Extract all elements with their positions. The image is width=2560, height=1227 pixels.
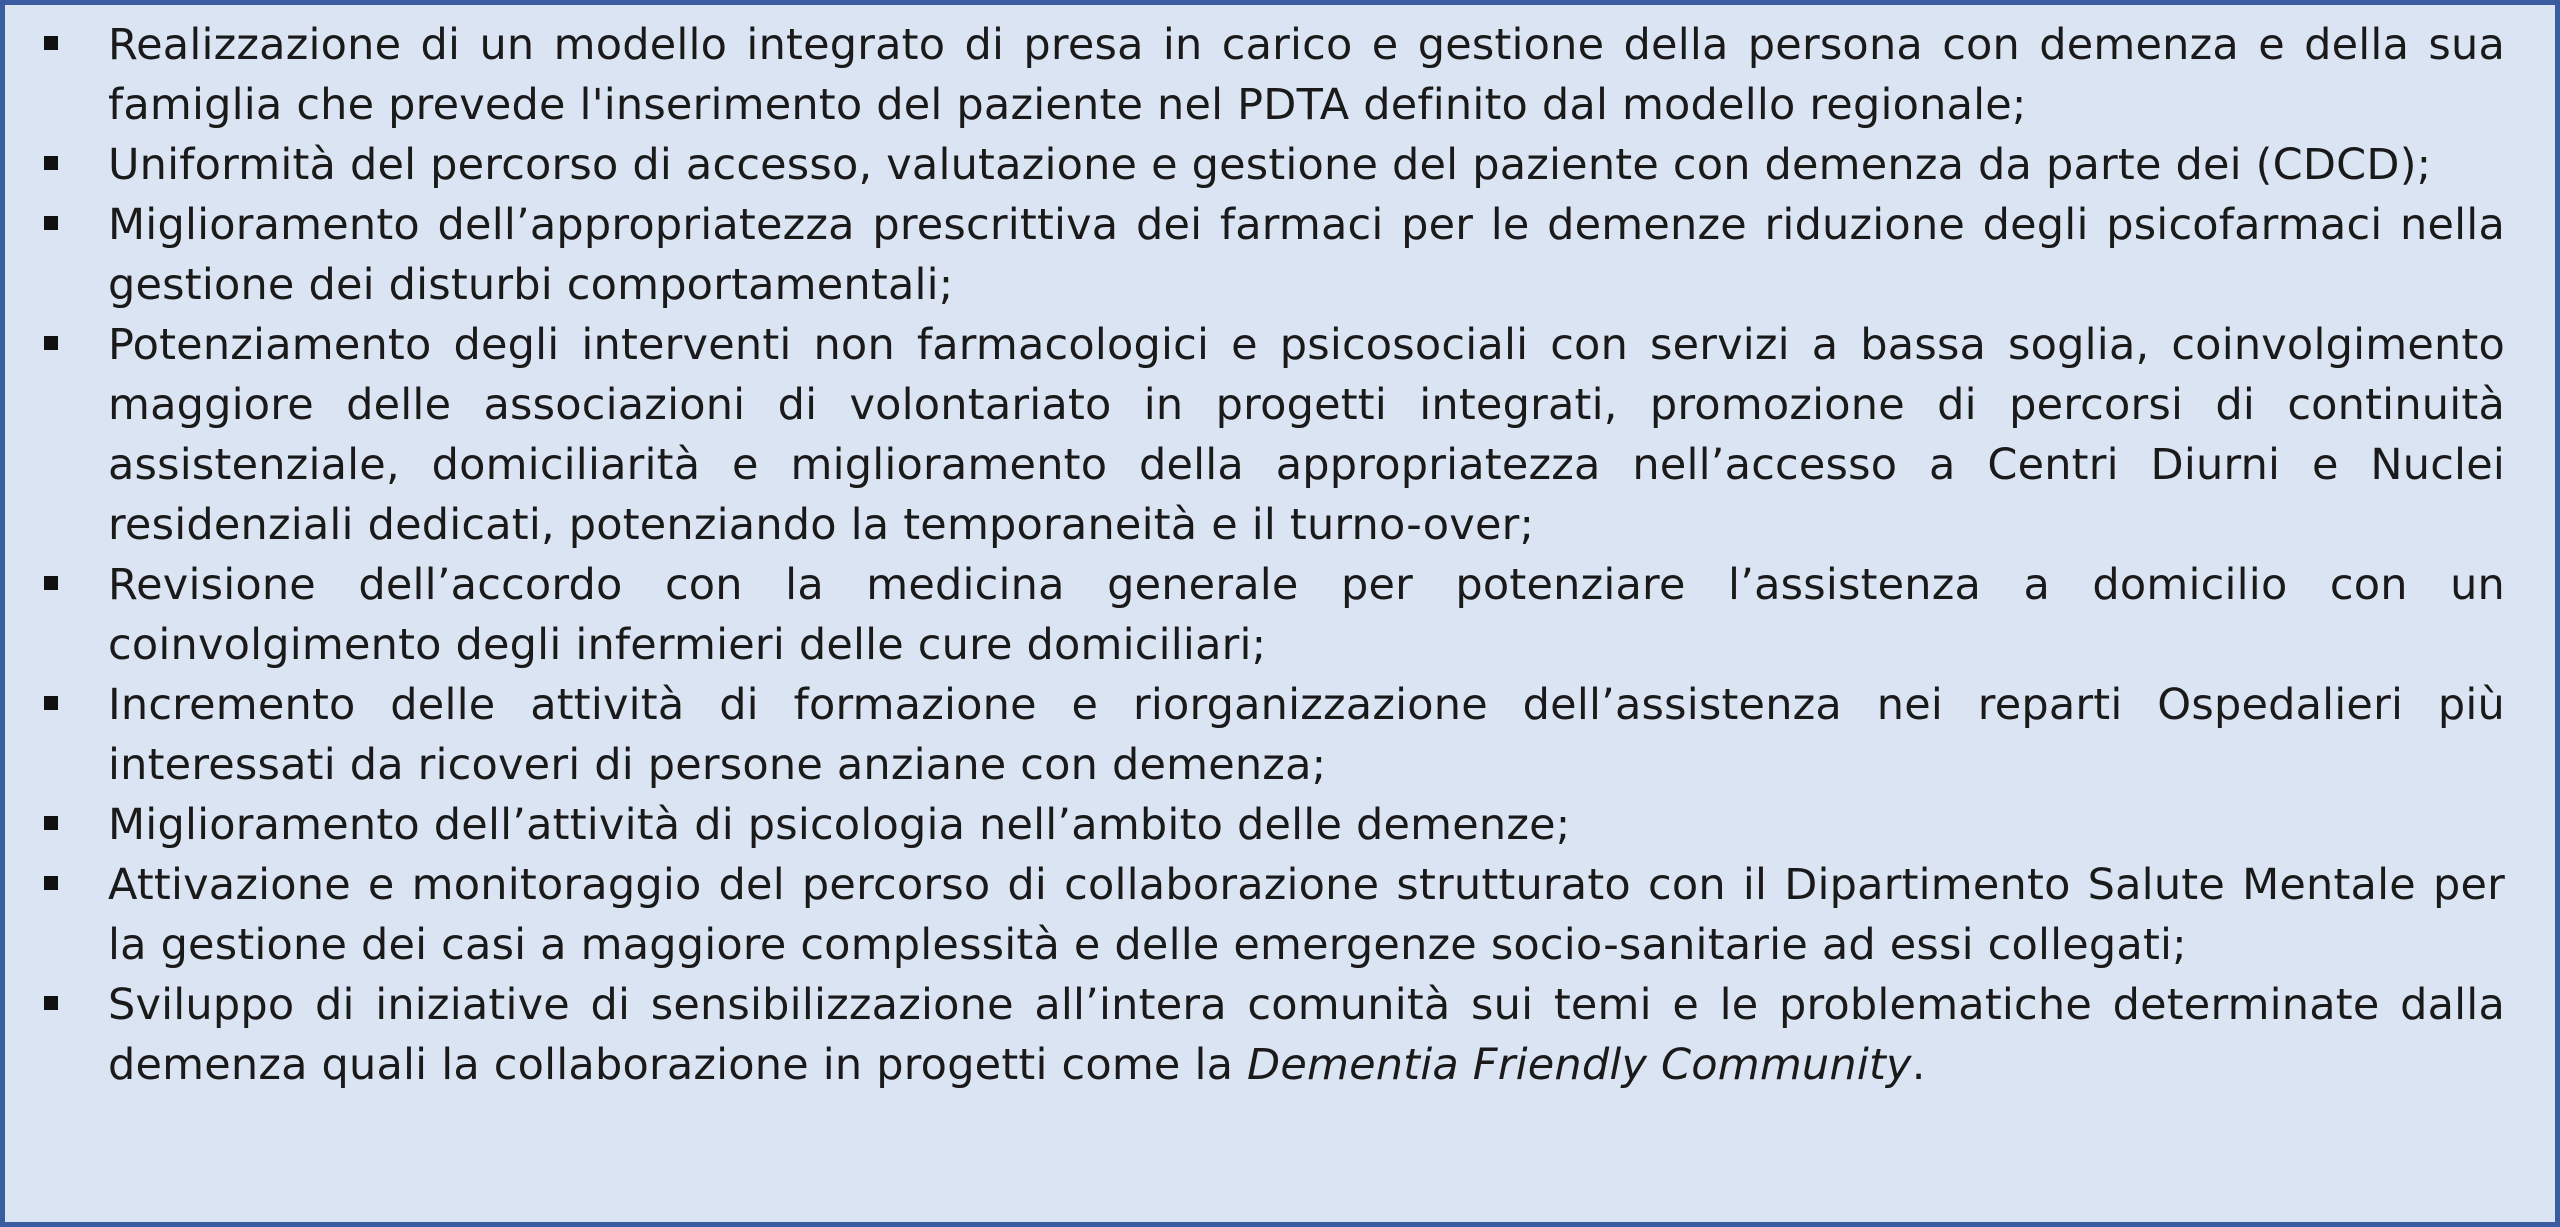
- list-item-text-end: .: [1911, 1040, 1926, 1090]
- square-bullet-icon: [44, 156, 58, 170]
- square-bullet-icon: [44, 996, 58, 1010]
- list-item-text: Incremento delle attività di formazione e riorganizzazione dell’assistenza nei reparti Ospedalieri più interessati da ricoveri di persone anziane con demenza;: [108, 680, 2505, 790]
- list-item-text: Miglioramento dell’attività di psicologia nell’ambito delle demenze;: [108, 800, 1571, 850]
- square-bullet-icon: [44, 216, 58, 230]
- list-item-text: [108, 980, 2505, 1090]
- list-item-text: Uniformità del percorso di accesso, valutazione e gestione del paziente con demenza da parte dei (CDCD);: [108, 140, 2432, 190]
- list-item-text: Realizzazione di un modello integrato di presa in carico e gestione della persona con demenza e della sua famiglia che prevede l'inserimento del paziente nel PDTA definito dal modello regionale;: [108, 20, 2505, 130]
- list-item-text: Potenziamento degli interventi non farmacologici e psicosociali con servizi a bassa soglia, coinvolgimento maggiore delle associazioni di volontariato in progetti integrati, promozione di percorsi di continuità assistenziale, domiciliarità e miglioramento della appropriatezza nell’accesso a Centri Diurni e Nuclei residenziali dedicati, potenziando la temporaneità e il turno-over;: [108, 320, 2505, 550]
- bullet-list: [5, 15, 2560, 1095]
- square-bullet-icon: [44, 336, 58, 350]
- list-item: [108, 195, 2505, 315]
- dementia-friendly-community-term: Dementia Friendly Community: [1247, 1040, 1912, 1090]
- square-bullet-icon: [44, 696, 58, 710]
- square-bullet-icon: [44, 36, 58, 50]
- list-item-text: Revisione dell’accordo con la medicina generale per potenziare l’assistenza a domicilio con un coinvolgimento degli infermieri delle cure domiciliari;: [108, 560, 2505, 670]
- list-item: [108, 15, 2505, 135]
- list-item-text-part: Sviluppo di iniziative di sensibilizzazione all’intera comunità sui temi e le problematiche determinate dalla demenza quali la collaborazione in progetti come la: [108, 980, 2505, 1090]
- list-item: [108, 555, 2505, 675]
- square-bullet-icon: [44, 876, 58, 890]
- square-bullet-icon: [44, 576, 58, 590]
- list-item: [108, 675, 2505, 795]
- list-item: [108, 975, 2505, 1095]
- list-item-text: Attivazione e monitoraggio del percorso di collaborazione strutturato con il Dipartimento Salute Mentale per la gestione dei casi a maggiore complessità e delle emergenze socio-sanitarie ad essi collegati;: [108, 860, 2505, 970]
- list-item: [108, 855, 2505, 975]
- list-item-text: Miglioramento dell’appropriatezza prescrittiva dei farmaci per le demenze riduzione degli psicofarmaci nella gestione dei disturbi comportamentali;: [108, 200, 2505, 310]
- list-item: [108, 315, 2505, 555]
- square-bullet-icon: [44, 816, 58, 830]
- list-item: [108, 135, 2505, 195]
- list-item: [108, 795, 2505, 855]
